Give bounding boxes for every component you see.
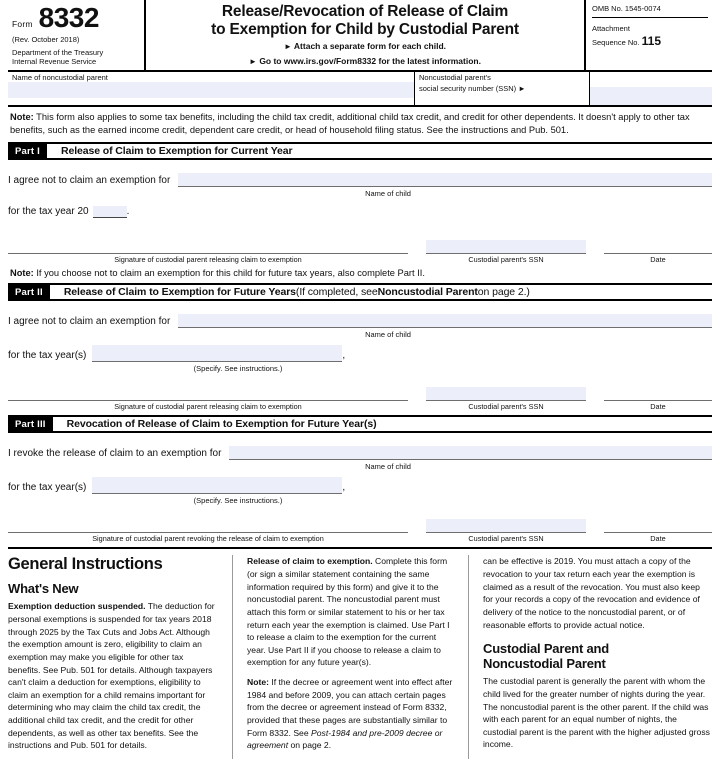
release-of-claim-lead: Release of claim to exemption. (247, 556, 373, 567)
part-2-body (8, 301, 712, 411)
part-2-title-paren-open: (If completed, see (295, 286, 378, 299)
part-3-child-line (8, 446, 712, 460)
attachment-label: Attachment (592, 24, 630, 33)
part-2-taxyear-field (92, 345, 342, 362)
noncustodial-parent-name-label: Name of noncustodial parent (12, 72, 108, 82)
part-1-agree-text: I agree not to claim an exemption for (8, 175, 171, 187)
department-line-1: Department of the Treasury (12, 48, 104, 57)
part-2-ssn-field (426, 387, 586, 411)
release-of-claim-body: Complete this form (or sign a similar statement containing the same information required by this form) and give it to the noncustodial parent. The noncustodial parent must attach this form or similar statement to his or her tax return each year the exemption is claimed. Use Part I to release a claim to the exemption for the current year. Use Part II if you choose to release a claim to exemption for any future year(s). (247, 556, 450, 668)
part-3-specify-caption: (Specify. See instructions.) (193, 496, 283, 506)
top-note (8, 107, 712, 142)
custodial-parent-heading-line-1: Custodial Parent and (483, 641, 610, 657)
part-1-date-caption: Date (650, 255, 666, 265)
part-3-taxyear-text: for the tax year(s) (8, 482, 87, 494)
part-2-date-field (604, 387, 712, 411)
part-2-taxyear-comma: , (342, 350, 346, 362)
part-1-signature-caption: Signature of custodial parent releasing claim to exemption (114, 255, 302, 265)
decree-note-italic-reference: Post-1984 and pre-2009 decree or agreement (247, 727, 443, 751)
omb-number: OMB No. 1545-0074 (592, 4, 708, 18)
part-1-signature-field (8, 240, 408, 264)
department-line-2: Internal Revenue Service (12, 57, 97, 67)
form-number: 8332 (38, 2, 99, 33)
noncustodial-parent-ssn-input[interactable] (590, 87, 712, 105)
general-instructions-heading: General Instructions (8, 555, 163, 574)
part-3-ssn-field (426, 519, 586, 543)
part-2-taxyear-input[interactable] (92, 345, 342, 361)
part-3-body (8, 433, 712, 543)
part-1-tag: Part I (8, 144, 47, 158)
part-1-signature-input[interactable] (8, 240, 408, 253)
whats-new-heading: What's New (8, 581, 79, 597)
arrow-right-icon: ► (249, 57, 257, 67)
part-2-child-input[interactable] (178, 314, 712, 327)
part-3-child-input[interactable] (229, 446, 712, 459)
revocation-paragraph: can be effective is 2019. You must attach a copy of the revocation to your tax return each year the exemption is claimed as a result of the revocation. You must also keep for your records a copy of the revocation and evidence of delivery of the notice to the noncustodial parent, or of reasonable efforts to provide actual notice. (483, 556, 700, 630)
part-1-title: Release of Claim to Exemption for Current Year (60, 145, 293, 158)
part-3-date-field (604, 519, 712, 543)
instructions-column-1 (8, 555, 232, 759)
general-instructions (8, 549, 712, 759)
part-3-revoke-text: I revoke the release of claim to an exemption for (8, 448, 222, 460)
noncustodial-ssn-label-line-2: social security number (SSN) ► (419, 83, 526, 93)
part-1-taxyear-line (8, 206, 712, 218)
part-3-ssn-caption: Custodial parent's SSN (468, 534, 544, 544)
part-3-taxyear-line (8, 477, 712, 494)
part-3-ssn-input[interactable] (426, 519, 586, 532)
part-1-date-input[interactable] (604, 240, 712, 253)
top-note-text: This form also applies to some tax benefits, including the child tax credit, additional child tax credit, and credit for other dependents. It doesn't apply to other tax benefits, such as the earned income credit, dependent care credit, or head of household filing status. See the instructions and Pub. 501. (10, 111, 690, 136)
custodial-parent-heading (483, 642, 712, 671)
part-3-child-caption: Name of child (365, 462, 411, 472)
form-revision-date: (Rev. October 2018) (12, 35, 80, 44)
attach-instruction (150, 41, 580, 53)
decree-note-body-2: on page 2. (288, 740, 332, 751)
part-2-child-line (8, 314, 712, 328)
part-2-title-paren-close: on page 2.) (477, 286, 530, 299)
part-1-ssn-input[interactable] (426, 240, 586, 253)
top-note-label: Note: (10, 111, 34, 122)
form-masthead (8, 0, 712, 72)
part-1-child-input[interactable] (178, 173, 712, 186)
noncustodial-parent-name-cell (8, 72, 415, 105)
part-3-signature-field (8, 519, 408, 543)
part-2-specify-caption: (Specify. See instructions.) (193, 364, 283, 374)
part-2-date-input[interactable] (604, 387, 712, 400)
attach-instruction-text: Attach a separate form for each child. (293, 41, 447, 52)
decree-note-label: Note: (247, 677, 269, 688)
part-2-taxyear-text: for the tax year(s) (8, 350, 87, 362)
instructions-column-3 (468, 555, 712, 759)
part-1-taxyear-field (93, 206, 127, 218)
part-1-taxyear-period: . (126, 206, 130, 218)
part-3-tag: Part III (8, 417, 53, 431)
sequence-number: 115 (641, 33, 661, 48)
middle-note (8, 264, 712, 283)
part-2-child-field (178, 314, 712, 328)
middle-note-text: If you choose not to claim an exemption for this child for future tax years, also complete Part II. (33, 268, 425, 279)
form-title-line-1: Release/Revocation of Release of Claim (221, 3, 509, 20)
part-3-date-caption: Date (650, 534, 666, 544)
issuing-agency (12, 48, 142, 67)
part-2-ssn-caption: Custodial parent's SSN (468, 402, 544, 412)
part-2-banner (8, 283, 712, 301)
middle-note-label: Note: (10, 268, 34, 279)
part-3-banner (8, 415, 712, 433)
part-1-child-line (8, 173, 712, 187)
part-1-banner (8, 142, 712, 160)
attachment-sequence (592, 18, 708, 49)
part-2-signature-field (8, 387, 408, 411)
arrow-right-icon: ► (518, 83, 526, 93)
part-3-taxyear-comma: , (342, 482, 346, 494)
instructions-column-2 (232, 555, 468, 759)
arrow-right-icon: ► (283, 42, 292, 52)
part-2-title (50, 285, 530, 299)
part-3-taxyear-input[interactable] (92, 477, 342, 493)
noncustodial-ssn-label-line-1: Noncustodial parent's (419, 72, 491, 82)
part-2-child-caption: Name of child (365, 330, 411, 340)
part-1-taxyear-text: for the tax year 20 (8, 206, 89, 218)
custodial-parent-heading-line-2: Noncustodial Parent (483, 655, 606, 671)
part-1-date-field (604, 240, 712, 264)
part-1-body (8, 160, 712, 264)
masthead-title-block (146, 0, 584, 70)
part-3-taxyear-field (92, 477, 342, 494)
noncustodial-parent-ssn-label-cell (415, 72, 590, 105)
website-instruction-text: Go to www.irs.gov/Form8332 for the latest information. (259, 56, 481, 67)
part-3-date-input[interactable] (604, 519, 712, 532)
part-3-signature-input[interactable] (8, 519, 408, 532)
noncustodial-parent-name-input[interactable] (8, 82, 414, 98)
whats-new-body: The deduction for personal exemptions is suspended for tax years 2018 through 2025 by the Tax Cuts and Jobs Act. Although the exemption amount is zero, eligibility to claim an exemption may make you eligible for other tax benefits. See Pub. 501 for details. Although taxpayers can't claim a deduction for exemptions, eligibility to claim an exemption for a child remains important for determining who may claim the child tax credit, the additional child tax credit, and the credit for other dependents, as well as other tax benefits. See the instructions and Pub. 501 for details. (8, 601, 215, 751)
part-2-tag: Part II (8, 285, 50, 299)
part-1-child-caption: Name of child (365, 189, 411, 199)
part-2-agree-text: I agree not to claim an exemption for (8, 316, 171, 328)
noncustodial-parent-ssn-cell (590, 72, 712, 105)
part-2-ssn-input[interactable] (426, 387, 586, 400)
decree-note-paragraph (247, 676, 454, 752)
decree-note-body-1: If the decree or agreement went into effect after 1984 and before 2009, you can attach certain pages from the decree or agreement instead of Form 8332, provided that these pages are substantially similar to Form 8332. See (247, 677, 453, 738)
part-1-child-field (178, 173, 712, 187)
part-3-signature-caption: Signature of custodial parent revoking the release of claim to exemption (92, 534, 324, 544)
part-1-taxyear-input[interactable] (93, 206, 127, 217)
release-of-claim-paragraph (247, 555, 454, 669)
part-2-taxyear-line (8, 345, 712, 362)
website-instruction (150, 56, 580, 68)
sequence-label: Sequence No. (592, 37, 640, 47)
part-1-ssn-caption: Custodial parent's SSN (468, 255, 544, 265)
whats-new-lead: Exemption deduction suspended. (8, 601, 146, 612)
masthead-omb-block (584, 0, 712, 70)
form-title-line-2: to Exemption for Child by Custodial Parent (211, 20, 519, 38)
part-2-title-reference: Noncustodial Parent (377, 286, 478, 299)
part-3-child-field (229, 446, 712, 460)
noncustodial-parent-identity-row (8, 72, 712, 107)
masthead-form-identity (8, 0, 146, 70)
part-3-signature-row (8, 519, 712, 543)
part-1-ssn-field (426, 240, 586, 264)
custodial-parent-paragraph: The custodial parent is generally the parent with whom the child lived for the greater number of nights during the year. The noncustodial parent is the other parent. If the child was with each parent for an equal number of nights, the custodial parent is the parent with the higher adjusted gross income. (483, 676, 710, 750)
part-3-title: Revocation of Release of Claim to Exemption for Future Year(s) (66, 418, 377, 431)
part-2-signature-caption: Signature of custodial parent releasing claim to exemption (114, 402, 302, 412)
part-2-title-main: Release of Claim to Exemption for Future Years (63, 286, 296, 299)
part-1-signature-row (8, 240, 712, 264)
part-2-date-caption: Date (650, 402, 666, 412)
whats-new-paragraph (8, 600, 218, 752)
part-2-signature-row (8, 387, 712, 411)
part-2-signature-input[interactable] (8, 387, 408, 400)
form-word-label: Form (12, 19, 33, 29)
